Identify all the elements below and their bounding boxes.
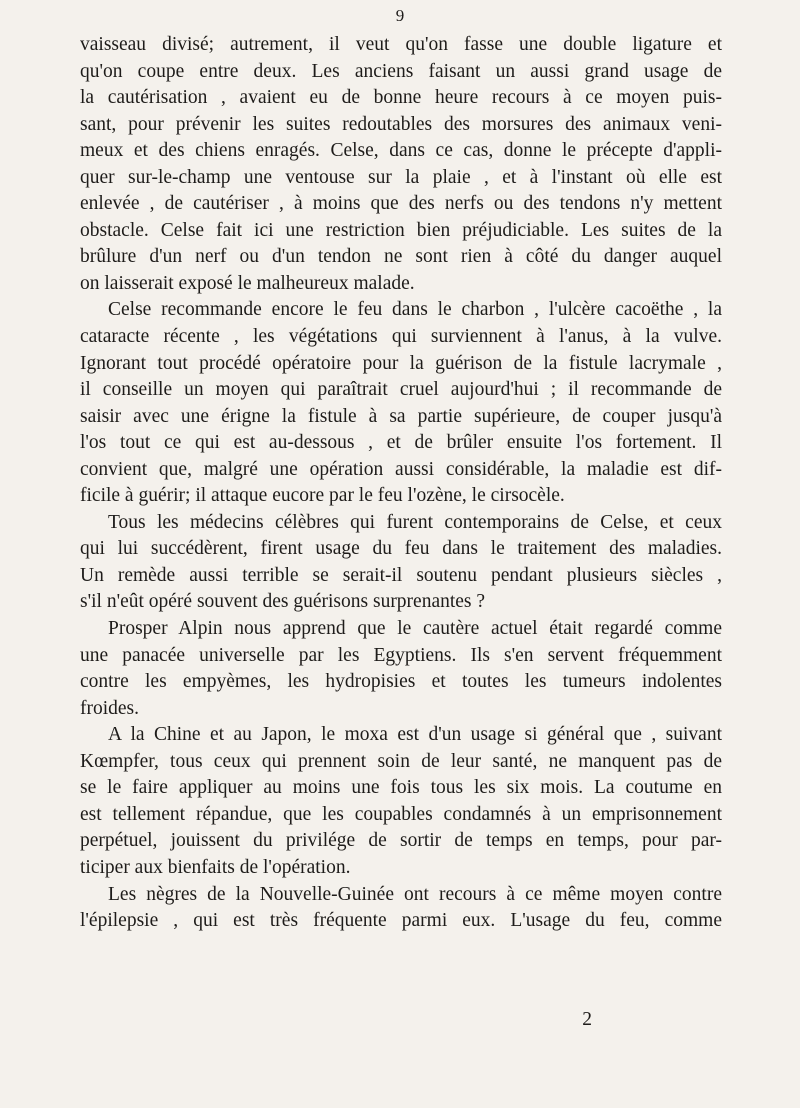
text-line: une panacée universelle par les Egyptiens. Ils s'en servent fréquemment — [80, 644, 722, 666]
text-line: quer sur-le-champ une ventouse sur la plaie , et à l'instant où elle est — [80, 166, 722, 188]
text-line: Celse recommande encore le feu dans le charbon , l'ulcère cacoëthe , la — [108, 299, 722, 321]
text-line: Les nègres de la Nouvelle-Guinée ont recours à ce même moyen contre — [108, 883, 722, 905]
text-line: est tellement répandue, que les coupables condamnés à un emprisonnement — [80, 803, 722, 825]
text-line: vaisseau divisé; autrement, il veut qu'on fasse une double ligature et — [80, 34, 722, 55]
text-line: froides. — [80, 697, 140, 719]
text-line: s'il n'eût opéré souvent des guérisons surprenantes ? — [80, 591, 486, 613]
text-line: obstacle. Celse fait ici une restriction bien préjudiciable. Les suites de la — [80, 219, 722, 241]
text-line: convient que, malgré une opération aussi considérable, la maladie est dif- — [80, 458, 722, 480]
text-line: saisir avec une érigne la fistule à sa partie supérieure, de couper jusqu'à — [80, 405, 722, 427]
text-line: Un remède aussi terrible se serait-il soutenu pendant plusieurs siècles , — [80, 564, 722, 586]
text-line: cataracte récente , les végétations qui surviennent à l'anus, à la vulve. — [80, 326, 722, 348]
signature-number: 2 — [582, 1009, 592, 1030]
text-line: la cautérisation , avaient eu de bonne heure recours à ce moyen puis- — [80, 87, 722, 109]
text-line: Kœmpfer, tous ceux qui prennent soin de leur santé, ne manquent pas de — [80, 750, 722, 772]
page-number: 9 — [395, 6, 405, 25]
text-line: perpétuel, jouissent du privilége de sortir de temps en temps, pour par- — [80, 830, 722, 852]
text-line: on laisserait exposé le malheureux malade. — [80, 272, 415, 294]
text-line: contre les empyèmes, les hydropisies et toutes les tumeurs indolentes — [80, 671, 722, 693]
text-line: enlevée , de cautériser , à moins que des nerfs ou des tendons n'y mettent — [80, 193, 722, 215]
body-text — [80, 32, 722, 935]
text-line: se le faire appliquer au moins une fois tous les six mois. La coutume en — [80, 777, 722, 799]
text-line: l'épilepsie , qui est très fréquente parmi eux. L'usage du feu, comme — [80, 910, 722, 932]
text-line: sant, pour prévenir les suites redoutables des morsures des animaux veni- — [80, 113, 722, 135]
text-line: Ignorant tout procédé opératoire pour la guérison de la fistule lacrymale , — [80, 352, 722, 374]
text-line: Prosper Alpin nous apprend que le cautère actuel était regardé comme — [108, 618, 722, 640]
text-line: l'os tout ce qui est au-dessous , et de brûler ensuite l'os fortement. Il — [80, 432, 722, 454]
text-line: qu'on coupe entre deux. Les anciens faisant un aussi grand usage de — [80, 60, 722, 82]
text-line: brûlure d'un nerf ou d'un tendon ne sont rien à côté du danger auquel — [80, 246, 722, 268]
text-line: qui lui succédèrent, firent usage du feu dans le traitement des maladies. — [80, 538, 722, 560]
text-line: A la Chine et au Japon, le moxa est d'un usage si général que , suivant — [108, 724, 722, 746]
text-line: meux et des chiens enragés. Celse, dans ce cas, donne le précepte d'appli- — [80, 140, 722, 162]
text-line: ticiper aux bienfaits de l'opération. — [80, 856, 351, 878]
signature-mark — [80, 1009, 722, 1031]
text-line: ficile à guérir; il attaque eucore par le feu l'ozène, le cirsocèle. — [80, 485, 565, 507]
text-line: il conseille un moyen qui paraîtrait cruel aujourd'hui ; il recommande de — [80, 379, 722, 401]
text-line: Tous les médecins célèbres qui furent contemporains de Celse, et ceux — [108, 511, 722, 533]
